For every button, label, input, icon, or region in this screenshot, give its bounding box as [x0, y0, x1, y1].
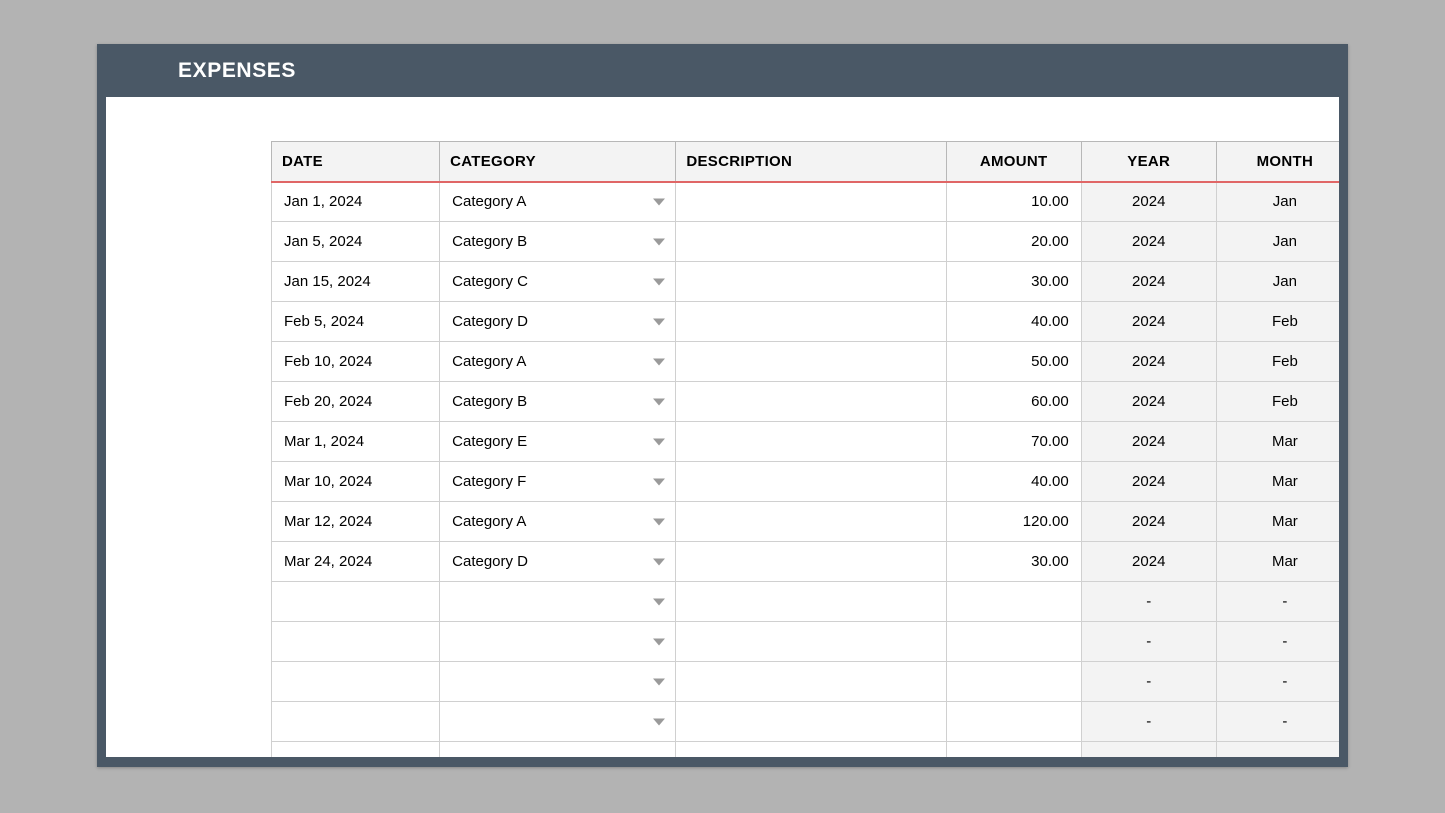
table-row[interactable]	[272, 662, 1340, 702]
cell-year[interactable]: 2024	[1081, 542, 1216, 582]
cell-month[interactable]: Jan	[1216, 182, 1339, 222]
cell-description[interactable]	[676, 262, 946, 302]
cell-date[interactable]: Feb 20, 2024	[272, 382, 440, 422]
cell-category[interactable]	[440, 622, 676, 662]
cell-amount[interactable]	[946, 582, 1081, 622]
column-header-date[interactable]: DATE	[272, 142, 440, 182]
cell-amount[interactable]: 30.00	[946, 262, 1081, 302]
chevron-down-icon[interactable]	[653, 318, 665, 325]
expenses-table	[271, 141, 1339, 757]
cell-date[interactable]: Jan 5, 2024	[272, 222, 440, 262]
cell-month[interactable]: Mar	[1216, 502, 1339, 542]
column-header-category[interactable]: CATEGORY	[440, 142, 676, 182]
cell-category[interactable]	[440, 182, 676, 222]
cell-amount[interactable]: 30.00	[946, 542, 1081, 582]
cell-category[interactable]	[440, 742, 676, 758]
cell-date[interactable]	[272, 662, 440, 702]
cell-category-value: Category F	[452, 473, 527, 490]
cell-year[interactable]: -	[1081, 582, 1216, 622]
cell-category-value: Category D	[452, 313, 529, 330]
sheet-canvas	[106, 97, 1339, 757]
cell-year[interactable]: 2024	[1081, 502, 1216, 542]
cell-month[interactable]: Feb	[1216, 342, 1339, 382]
cell-category[interactable]	[440, 582, 676, 622]
chevron-down-icon[interactable]	[653, 478, 665, 485]
cell-category[interactable]	[440, 422, 676, 462]
cell-amount[interactable]: 40.00	[946, 302, 1081, 342]
table-row[interactable]	[272, 422, 1340, 462]
cell-year[interactable]: -	[1081, 662, 1216, 702]
table-row[interactable]	[272, 222, 1340, 262]
chevron-down-icon[interactable]	[653, 358, 665, 365]
cell-month[interactable]: Mar	[1216, 422, 1339, 462]
chevron-down-icon[interactable]	[653, 238, 665, 245]
cell-category-value: Category C	[452, 273, 529, 290]
cell-amount[interactable]: 50.00	[946, 342, 1081, 382]
cell-month[interactable]: Feb	[1216, 382, 1339, 422]
cell-category-value: Category B	[452, 393, 528, 410]
cell-description[interactable]	[676, 382, 946, 422]
cell-month[interactable]: Mar	[1216, 462, 1339, 502]
cell-date[interactable]: Feb 10, 2024	[272, 342, 440, 382]
cell-year[interactable]: 2024	[1081, 462, 1216, 502]
cell-date[interactable]: Mar 24, 2024	[272, 542, 440, 582]
cell-year[interactable]: 2024	[1081, 302, 1216, 342]
cell-amount[interactable]: 40.00	[946, 462, 1081, 502]
cell-description[interactable]	[676, 342, 946, 382]
chevron-down-icon[interactable]	[653, 398, 665, 405]
cell-amount[interactable]: 10.00	[946, 182, 1081, 222]
table-body	[272, 182, 1340, 758]
cell-month[interactable]: -	[1216, 662, 1339, 702]
column-header-month[interactable]: MONTH	[1216, 142, 1339, 182]
cell-description[interactable]	[676, 742, 946, 758]
cell-category[interactable]	[440, 222, 676, 262]
chevron-down-icon[interactable]	[653, 678, 665, 685]
cell-date[interactable]: Feb 5, 2024	[272, 302, 440, 342]
cell-year[interactable]	[1081, 742, 1216, 758]
cell-date[interactable]: Jan 15, 2024	[272, 262, 440, 302]
cell-date[interactable]	[272, 742, 440, 758]
chevron-down-icon[interactable]	[653, 438, 665, 445]
spreadsheet-window	[97, 44, 1348, 767]
cell-date[interactable]: Mar 1, 2024	[272, 422, 440, 462]
table-row[interactable]	[272, 502, 1340, 542]
chevron-down-icon[interactable]	[653, 518, 665, 525]
cell-description[interactable]	[676, 582, 946, 622]
column-header-year[interactable]: YEAR	[1081, 142, 1216, 182]
cell-category[interactable]	[440, 382, 676, 422]
cell-amount[interactable]: 120.00	[946, 502, 1081, 542]
cell-amount[interactable]: 20.00	[946, 222, 1081, 262]
table-row[interactable]	[272, 382, 1340, 422]
cell-category[interactable]	[440, 502, 676, 542]
table-row[interactable]	[272, 702, 1340, 742]
cell-month[interactable]: Jan	[1216, 262, 1339, 302]
cell-category-value: Category D	[452, 553, 529, 570]
cell-category[interactable]	[440, 462, 676, 502]
cell-category[interactable]	[440, 342, 676, 382]
cell-description[interactable]	[676, 182, 946, 222]
cell-month[interactable]: Jan	[1216, 222, 1339, 262]
cell-date[interactable]: Mar 10, 2024	[272, 462, 440, 502]
cell-year[interactable]: 2024	[1081, 422, 1216, 462]
cell-description[interactable]	[676, 702, 946, 742]
cell-year[interactable]: -	[1081, 622, 1216, 662]
cell-date[interactable]: Mar 12, 2024	[272, 502, 440, 542]
column-header-description[interactable]: DESCRIPTION	[676, 142, 946, 182]
table-row[interactable]	[272, 542, 1340, 582]
cell-month[interactable]: -	[1216, 582, 1339, 622]
cell-month[interactable]: -	[1216, 622, 1339, 662]
cell-amount[interactable]	[946, 702, 1081, 742]
page-title: EXPENSES	[178, 58, 297, 82]
cell-year[interactable]: -	[1081, 702, 1216, 742]
cell-date[interactable]	[272, 622, 440, 662]
column-header-amount[interactable]: AMOUNT	[946, 142, 1081, 182]
cell-description[interactable]	[676, 302, 946, 342]
cell-category-value: Category E	[452, 433, 528, 450]
cell-amount[interactable]	[946, 662, 1081, 702]
cell-category-value: Category A	[452, 193, 527, 211]
cell-category-value: Category A	[452, 513, 527, 530]
window-title-bar	[97, 44, 1348, 97]
cell-month[interactable]: Feb	[1216, 302, 1339, 342]
cell-month[interactable]: -	[1216, 702, 1339, 742]
table-row[interactable]	[272, 262, 1340, 302]
table-row[interactable]	[272, 342, 1340, 382]
cell-amount[interactable]	[946, 742, 1081, 758]
cell-category-value: Category B	[452, 233, 528, 250]
cell-year[interactable]: 2024	[1081, 182, 1216, 222]
cell-category[interactable]	[440, 302, 676, 342]
cell-description[interactable]	[676, 222, 946, 262]
cell-year[interactable]: 2024	[1081, 262, 1216, 302]
chevron-down-icon[interactable]	[653, 598, 665, 605]
cell-month[interactable]	[1216, 742, 1339, 758]
cell-category[interactable]	[440, 662, 676, 702]
table-row[interactable]	[272, 182, 1340, 222]
chevron-down-icon[interactable]	[653, 198, 665, 205]
chevron-down-icon[interactable]	[653, 638, 665, 645]
cell-description[interactable]	[676, 542, 946, 582]
cell-category[interactable]	[440, 262, 676, 302]
cell-description[interactable]	[676, 622, 946, 662]
chevron-down-icon[interactable]	[653, 718, 665, 725]
table-row[interactable]	[272, 622, 1340, 662]
expenses-table-wrapper	[271, 141, 1339, 757]
cell-date[interactable]	[272, 582, 440, 622]
cell-amount[interactable]: 60.00	[946, 382, 1081, 422]
cell-amount[interactable]: 70.00	[946, 422, 1081, 462]
cell-category-value: Category A	[452, 353, 527, 370]
cell-date[interactable]	[272, 702, 440, 742]
chevron-down-icon[interactable]	[653, 558, 665, 565]
cell-year[interactable]: 2024	[1081, 222, 1216, 262]
cell-year[interactable]: 2024	[1081, 342, 1216, 382]
cell-description[interactable]	[676, 422, 946, 462]
cell-category[interactable]	[440, 542, 676, 582]
cell-year[interactable]: 2024	[1081, 382, 1216, 422]
cell-category[interactable]	[440, 702, 676, 742]
cell-amount[interactable]	[946, 622, 1081, 662]
table-row[interactable]	[272, 582, 1340, 622]
table-row[interactable]	[272, 742, 1340, 758]
chevron-down-icon[interactable]	[653, 278, 665, 285]
cell-description[interactable]	[676, 662, 946, 702]
table-row[interactable]	[272, 462, 1340, 502]
table-row[interactable]	[272, 302, 1340, 342]
cell-description[interactable]	[676, 462, 946, 502]
cell-description[interactable]	[676, 502, 946, 542]
cell-date[interactable]: Jan 1, 2024	[272, 182, 440, 222]
cell-month[interactable]: Mar	[1216, 542, 1339, 582]
table-header-row	[272, 142, 1340, 182]
